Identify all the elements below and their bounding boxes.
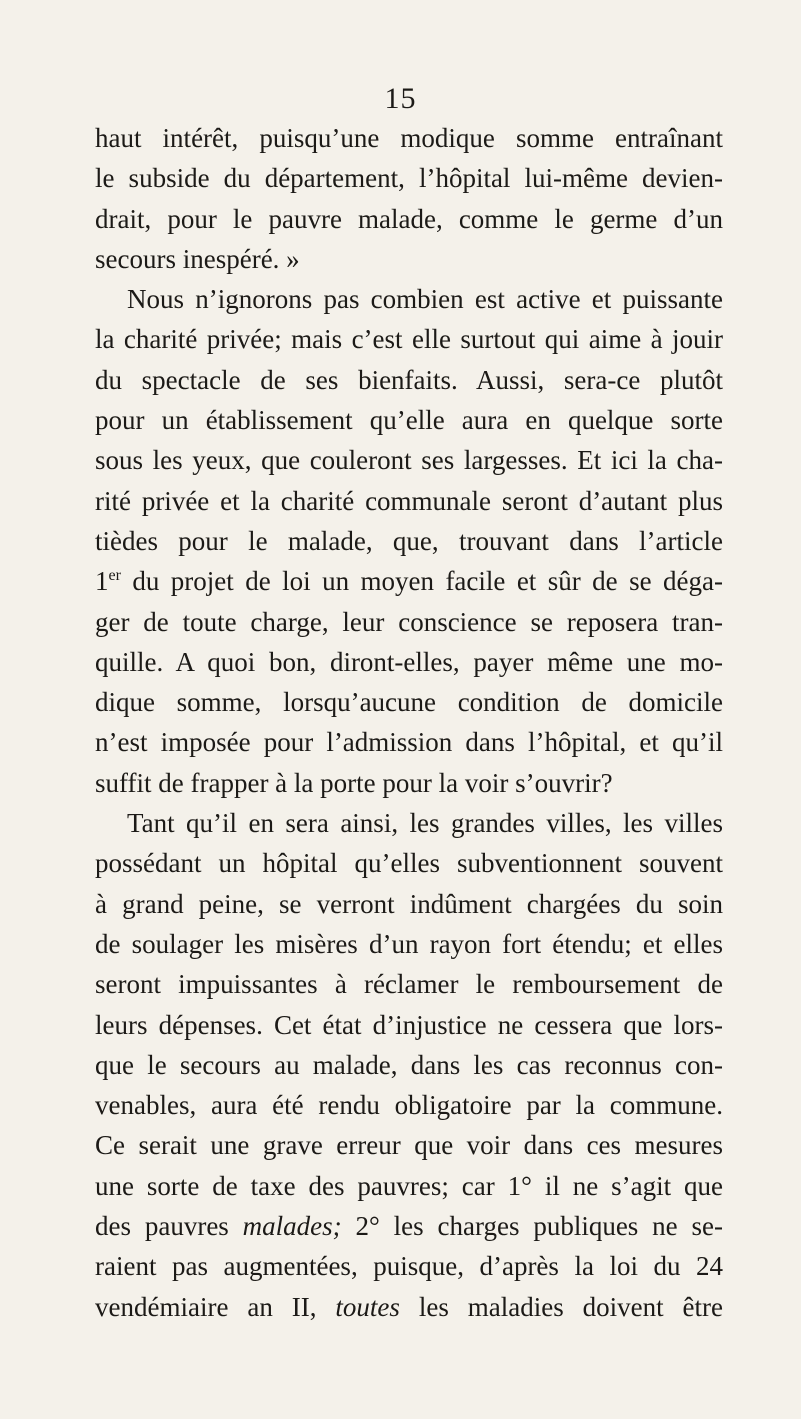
- text-line: [95, 803, 723, 843]
- text-line: [95, 682, 723, 722]
- text-line: [95, 1166, 723, 1206]
- text-line: [95, 1045, 723, 1085]
- body-text: [95, 118, 723, 1327]
- text-line: [95, 481, 723, 521]
- text-line-content: leurs dépenses. Cet état d’injustice ne cessera que lors-: [95, 1009, 723, 1040]
- italic-emphasis: toutes: [335, 1291, 400, 1322]
- text-line-content: du projet de loi un moyen facile et sûr de se déga-: [120, 566, 723, 597]
- text-line-content: suffit de frapper à la porte pour la voir s’ouvrir?: [95, 767, 613, 798]
- text-line-prefix: des pauvres: [95, 1211, 243, 1242]
- text-line-content: une sorte de taxe des pauvres; car 1° il ne s’agit que: [95, 1170, 723, 1201]
- text-line-content: pour un établissement qu’elle aura en quelque sorte: [95, 405, 723, 436]
- text-line-content: le subside du département, l’hôpital lui-même devien-: [95, 163, 723, 194]
- text-line: [95, 360, 723, 400]
- text-line: [95, 722, 723, 762]
- text-line-content: les maladies doivent être: [399, 1291, 723, 1322]
- text-line: [95, 642, 723, 682]
- text-line-content: à grand peine, se verront indûment chargées du soin: [95, 888, 723, 919]
- text-line-content: de soulager les misères d’un rayon fort étendu; et elles: [95, 928, 723, 959]
- text-line-content: seront impuissantes à réclamer le remboursement de: [95, 969, 723, 1000]
- text-line: [95, 199, 723, 239]
- text-line: [95, 561, 723, 601]
- text-line-content: possédant un hôpital qu’elles subventionnent souvent: [95, 848, 723, 879]
- text-line: [95, 1287, 723, 1327]
- text-line: [95, 158, 723, 198]
- text-line-content: venables, aura été rendu obligatoire par la commune.: [95, 1090, 723, 1121]
- text-line-content: Ce serait une grave erreur que voir dans ces mesures: [95, 1130, 723, 1161]
- italic-emphasis: malades;: [242, 1211, 342, 1242]
- text-line-content: n’est imposée pour l’admission dans l’hôpital, et qu’il: [95, 727, 723, 758]
- text-line-content: Tant qu’il en sera ainsi, les grandes villes, les villes: [127, 808, 723, 839]
- text-line-content: sous les yeux, que couleront ses largesses. Et ici la cha-: [95, 445, 723, 476]
- text-line-content: ger de toute charge, leur conscience se reposera tran-: [95, 606, 723, 637]
- text-line-content: rité privée et la charité communale seront d’autant plus: [95, 485, 723, 516]
- text-line-content: 2° les charges publiques ne se-: [341, 1211, 723, 1242]
- page-number: 15: [384, 82, 417, 115]
- text-line: [95, 763, 723, 803]
- text-line: [95, 1246, 723, 1286]
- text-line: [95, 440, 723, 480]
- text-line: [95, 239, 723, 279]
- text-line: [95, 884, 723, 924]
- text-line: [95, 319, 723, 359]
- text-line-prefix: 1: [95, 566, 109, 597]
- ordinal-superscript: er: [108, 567, 121, 585]
- text-line: [95, 400, 723, 440]
- text-line: [95, 1125, 723, 1165]
- text-line-content: Nous n’ignorons pas combien est active et puissante: [127, 284, 723, 315]
- text-line: [95, 1206, 723, 1246]
- text-line-content: que le secours au malade, dans les cas reconnus con-: [95, 1049, 723, 1080]
- text-line-content: raient pas augmentées, puisque, d’après la loi du 24: [95, 1251, 723, 1282]
- text-line: [95, 279, 723, 319]
- text-line-content: la charité privée; mais c’est elle surtout qui aime à jouir: [95, 324, 723, 355]
- text-line: [95, 1005, 723, 1045]
- text-line-content: quille. A quoi bon, diront-elles, payer même une mo-: [95, 646, 723, 677]
- text-line-content: du spectacle de ses bienfaits. Aussi, sera-ce plutôt: [95, 364, 723, 395]
- text-line: [95, 843, 723, 883]
- text-line: [95, 964, 723, 1004]
- text-line-content: secours inespéré. »: [95, 243, 300, 274]
- text-line: [95, 924, 723, 964]
- text-line-content: drait, pour le pauvre malade, comme le germe d’un: [95, 203, 723, 234]
- text-line: [95, 602, 723, 642]
- text-line-content: dique somme, lorsqu’aucune condition de domicile: [95, 687, 723, 718]
- text-line: [95, 118, 723, 158]
- text-line-prefix: vendémiaire an II,: [95, 1291, 336, 1322]
- text-line: [95, 521, 723, 561]
- text-line-content: tièdes pour le malade, que, trouvant dans l’article: [95, 525, 723, 556]
- text-line: [95, 1085, 723, 1125]
- text-line-content: haut intérêt, puisqu’une modique somme entraînant: [95, 123, 723, 153]
